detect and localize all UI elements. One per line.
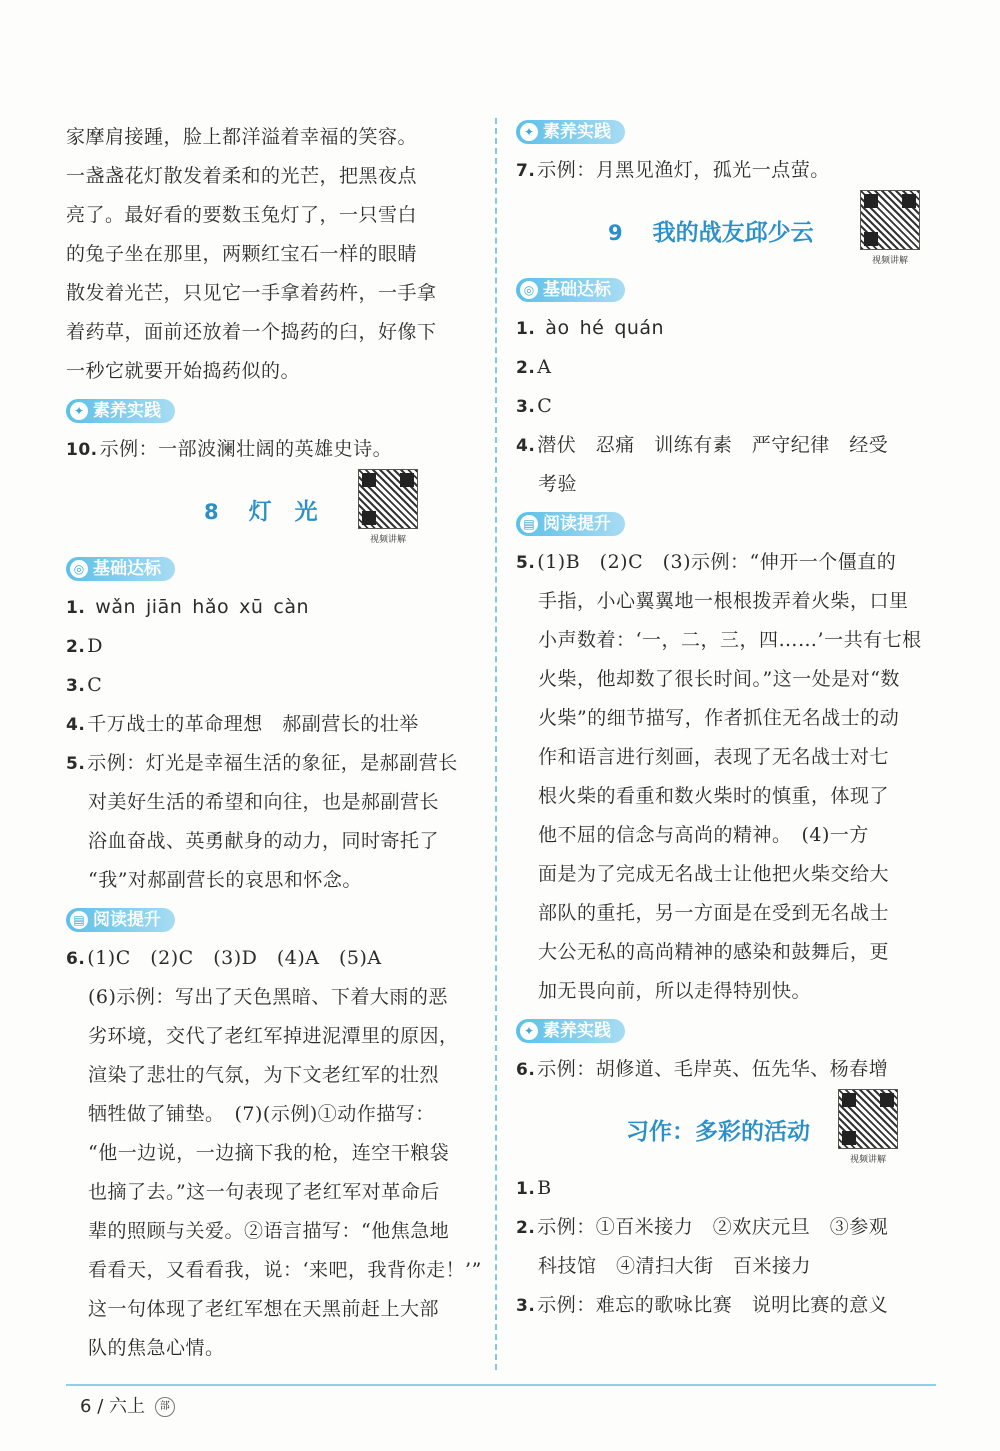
question-number: 2.: [516, 1218, 536, 1238]
answer-text: D: [87, 635, 104, 657]
writing-header: [516, 1089, 930, 1169]
question-1: [66, 588, 480, 627]
pinyin: càn: [273, 596, 310, 618]
question-4: [516, 426, 930, 465]
section-badge-reading: [516, 512, 625, 536]
text-line: 看看天，又看看我，说：‘来吧，我背你走！’”: [88, 1259, 482, 1281]
question-number: 6.: [66, 949, 86, 969]
text-line: 辈的照顾与关爱。②语言描写：“他焦急地: [88, 1220, 450, 1242]
text-line: 面是为了完成无名战士让他把火柴交给大: [538, 863, 890, 885]
text-line: 一盏盏花灯散发着柔和的光芒，把黑夜点: [66, 165, 418, 187]
lightbulb-icon: ✦: [520, 1022, 538, 1040]
text-line: 科技馆 ④清扫大街 百米接力: [538, 1255, 812, 1277]
text-line: 他不屈的信念与高尚的精神。 (4)一方: [538, 824, 869, 846]
question-number: 5.: [516, 553, 536, 573]
answer-text: 千万战士的革命理想 郝副营长的壮举: [87, 713, 419, 735]
qr-caption: 视频讲解: [871, 256, 908, 266]
question-number: 6.: [516, 1060, 536, 1080]
question-2: [516, 348, 930, 387]
book-icon: ▤: [520, 515, 538, 533]
pinyin: ào: [545, 317, 570, 339]
question-number: 1.: [516, 1179, 536, 1199]
answer-text: 示例：一部波澜壮阔的英雄史诗。: [99, 438, 393, 460]
section-badge-basic: [516, 278, 625, 302]
section-badge-basic: [66, 557, 175, 581]
lesson-name: 灯 光: [248, 499, 318, 525]
text-line: 考验: [538, 473, 578, 495]
lesson-name: 我的战友邱少云: [652, 220, 814, 246]
answer-text: C: [87, 674, 103, 696]
qr-code-icon: [358, 469, 418, 529]
question-number: 3.: [516, 397, 536, 417]
writing-question-3: [516, 1286, 930, 1325]
question-number: 3.: [66, 676, 86, 696]
pinyin: xū: [239, 596, 264, 618]
question-10: [66, 430, 480, 469]
text-line: 的兔子坐在那里，两颗红宝石一样的眼睛: [66, 243, 418, 265]
lesson-8-header: [66, 469, 480, 549]
text-line: (6)示例：写出了天色黑暗、下着大雨的恶: [88, 986, 448, 1008]
book-icon: ▤: [70, 911, 88, 929]
answer-text: 示例：①百米接力 ②欢庆元旦 ③参观: [537, 1216, 889, 1238]
qr-caption: 视频讲解: [369, 535, 406, 545]
text-line: “他一边说，一边摘下我的枪，连空干粮袋: [88, 1142, 450, 1164]
footer-separator: /: [97, 1396, 104, 1417]
grade-label: 六上: [109, 1396, 145, 1417]
text-line: 也摘了去。”这一句表现了老红军对革命后: [88, 1181, 440, 1203]
question-number: 1.: [66, 598, 86, 618]
question-2: [66, 627, 480, 666]
qr-code[interactable]: [358, 469, 418, 545]
column-divider: [495, 118, 497, 1370]
text-line: 大公无私的高尚精神的感染和鼓舞后，更: [538, 941, 890, 963]
answer-text: 潜伏 忍痛 训练有素 严守纪律 经受: [537, 434, 889, 456]
lesson-9-header: [516, 190, 930, 270]
section-badge-practice: [66, 399, 175, 423]
answer-text: 示例：难忘的歌咏比赛 说明比赛的意义: [537, 1294, 889, 1316]
text-line: 劣环境，交代了老红军掉进泥潭里的原因，: [88, 1025, 459, 1047]
section-badge-practice: [516, 120, 625, 144]
question-1: [516, 309, 930, 348]
text-line: 牺牲做了铺垫。 (7)(示例)①动作描写：: [88, 1103, 435, 1125]
text-line: 散发着光芒，只见它一手拿着药杵，一手拿: [66, 282, 437, 304]
question-number: 2.: [66, 637, 86, 657]
answer-text: (1)B (2)C (3)示例：“伸开一个僵直的: [537, 551, 897, 573]
section-badge-practice: [516, 1019, 625, 1043]
writing-title: 习作：多彩的活动: [626, 1119, 810, 1145]
writing-question-1: [516, 1169, 930, 1208]
badge-label: 基础达标: [93, 559, 161, 579]
text-line: 这一句体现了老红军想在天黑前赶上大部: [88, 1298, 440, 1320]
pinyin: jiān: [146, 596, 183, 618]
text-line: 火柴”的细节描写，作者抓住无名战士的动: [538, 707, 900, 729]
lesson-title: [608, 214, 814, 247]
question-7: [516, 151, 930, 190]
badge-label: 阅读提升: [93, 910, 161, 930]
badge-label: 阅读提升: [543, 514, 611, 534]
question-number: 2.: [516, 358, 536, 378]
text-line: 手指，小心翼翼地一根根拨弄着火柴，口里: [538, 590, 909, 612]
lesson-title: [204, 493, 318, 526]
page-number: 6: [80, 1396, 92, 1417]
answer-text: 示例：胡修道、毛岸英、伍先华、杨春增: [537, 1058, 889, 1080]
target-icon: ◎: [520, 281, 538, 299]
badge-label: 基础达标: [543, 280, 611, 300]
question-3: [66, 666, 480, 705]
question-number: 10.: [66, 440, 98, 460]
lightbulb-icon: ✦: [520, 123, 538, 141]
edition-icon: 部: [155, 1397, 175, 1417]
text-line: 火柴，他却数了很长时间。”这一处是对“数: [538, 668, 900, 690]
pinyin: hǎo: [192, 596, 230, 618]
text-line: 加无畏向前，所以走得特别快。: [538, 980, 812, 1002]
text-line: 部队的重托，另一方面是在受到无名战士: [538, 902, 890, 924]
footer-rule: [66, 1384, 936, 1386]
qr-code[interactable]: [838, 1089, 898, 1165]
text-line: “我”对郝副营长的哀思和怀念。: [88, 869, 362, 891]
answer-text: (1)C (2)C (3)D (4)A (5)A: [87, 947, 382, 969]
badge-label: 素养实践: [93, 401, 161, 421]
question-6: [66, 939, 480, 978]
question-5: [66, 744, 480, 783]
section-badge-reading: [66, 908, 175, 932]
text-line: 渲染了悲壮的气氛，为下文老红军的壮烈: [88, 1064, 440, 1086]
qr-code-icon: [838, 1089, 898, 1149]
question-4: [66, 705, 480, 744]
qr-caption: 视频讲解: [849, 1155, 886, 1165]
text-line: 着药草，面前还放着一个捣药的臼，好像下: [66, 321, 437, 343]
badge-label: 素养实践: [543, 122, 611, 142]
text-line: 小声数着：‘一，二，三，四……’一共有七根: [538, 629, 922, 651]
text-line: 作和语言进行刻画，表现了无名战士对七: [538, 746, 890, 768]
question-6: [516, 1050, 930, 1089]
pinyin: quán: [614, 317, 665, 339]
answer-text: 示例：月黑见渔灯，孤光一点萤。: [537, 159, 830, 181]
answer-text: 示例：灯光是幸福生活的象征，是郝副营长: [87, 752, 458, 774]
badge-label: 素养实践: [543, 1021, 611, 1041]
question-3: [516, 387, 930, 426]
question-number: 1.: [516, 319, 536, 339]
text-line: 一秒它就要开始捣药似的。: [66, 360, 301, 382]
text-line: 浴血奋战、英勇献身的动力，同时寄托了: [88, 830, 440, 852]
left-column: [66, 118, 480, 1368]
qr-code-icon: [860, 190, 920, 250]
answer-text: A: [537, 356, 552, 378]
question-number: 4.: [66, 715, 86, 735]
qr-code[interactable]: [860, 190, 920, 266]
writing-question-2: [516, 1208, 930, 1247]
target-icon: ◎: [70, 560, 88, 578]
lesson-number: 9: [608, 221, 623, 245]
text-line: 亮了。最好看的要数玉兔灯了，一只雪白: [66, 204, 418, 226]
question-number: 7.: [516, 161, 536, 181]
text-line: 对美好生活的希望和向往，也是郝副营长: [88, 791, 440, 813]
question-number: 5.: [66, 754, 86, 774]
right-column: [516, 118, 930, 1325]
lightbulb-icon: ✦: [70, 402, 88, 420]
answer-text: B: [537, 1177, 552, 1199]
lesson-number: 8: [204, 500, 219, 524]
text-line: 根火柴的看重和数火柴时的慎重，体现了: [538, 785, 890, 807]
answer-text: C: [537, 395, 553, 417]
text-line: 家摩肩接踵，脸上都洋溢着幸福的笑容。: [66, 126, 418, 148]
page-footer: [80, 1392, 175, 1418]
question-number: 3.: [516, 1296, 536, 1316]
question-5: [516, 543, 930, 582]
question-number: 4.: [516, 436, 536, 456]
pinyin: hé: [579, 317, 605, 339]
pinyin: wǎn: [95, 596, 137, 618]
text-line: 队的焦急心情。: [88, 1337, 225, 1359]
